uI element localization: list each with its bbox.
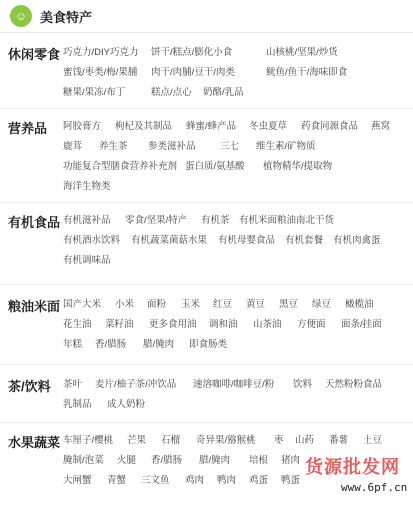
item-row xyxy=(63,432,408,452)
category-link[interactable]: 黄豆 xyxy=(246,299,266,310)
category-link[interactable]: 山核桃/坚果/炒货 xyxy=(266,47,338,58)
category-link[interactable]: 茶叶 xyxy=(63,379,83,390)
category-link[interactable]: 燕窝 xyxy=(371,121,391,132)
category-link[interactable]: 国产大米 xyxy=(63,299,102,310)
category-link[interactable]: 玉米 xyxy=(181,299,201,310)
category-link[interactable]: 巧克力/DIY巧克力 xyxy=(63,47,139,58)
category-link[interactable]: 鸡蛋 xyxy=(249,475,269,486)
category-link[interactable]: 腌制/泡菜 xyxy=(63,455,104,466)
category-link[interactable]: 有机酒水饮料 xyxy=(63,235,121,246)
category-link[interactable]: 鱿鱼/鱼干/海味即食 xyxy=(266,67,348,78)
category-link[interactable]: 维生素/矿物质 xyxy=(256,141,316,152)
item-row xyxy=(63,296,408,316)
category-link[interactable]: 有机套餐 xyxy=(285,235,324,246)
category-title[interactable]: 营养品 xyxy=(8,121,48,136)
category-divider xyxy=(0,108,413,109)
section-header xyxy=(0,0,413,32)
category-link[interactable]: 功能复合型膳食营养补充剂 xyxy=(63,161,178,172)
category-link[interactable]: 药食同源食品 xyxy=(301,121,359,132)
category-link[interactable]: 红豆 xyxy=(213,299,233,310)
item-row xyxy=(63,252,408,272)
category-link[interactable]: 花生油 xyxy=(63,319,92,330)
category-divider xyxy=(0,422,413,423)
category-link[interactable]: 参类滋补品 xyxy=(148,141,196,152)
category-link[interactable]: 芒果 xyxy=(127,435,147,446)
category-link[interactable]: 有机米面粮油南北干货 xyxy=(239,215,335,226)
category-link[interactable]: 蜂蜜/蜂产品 xyxy=(186,121,237,132)
category-link[interactable]: 三七 xyxy=(220,141,240,152)
category-divider xyxy=(0,364,413,365)
category-link[interactable]: 火腿 xyxy=(117,455,137,466)
category-link[interactable]: 奇异果/猕猴桃 xyxy=(196,435,256,446)
category-link[interactable]: 有机茶 xyxy=(201,215,230,226)
header-divider xyxy=(0,32,413,33)
category-link[interactable]: 面条/挂面 xyxy=(341,319,382,330)
category-link[interactable]: 年糕 xyxy=(63,339,83,350)
category-link[interactable]: 饮料 xyxy=(293,379,313,390)
category-link[interactable]: 枣 xyxy=(274,435,284,446)
food-icon: ☺ xyxy=(10,5,32,27)
category-link[interactable]: 肉干/肉脯/豆干/肉类 xyxy=(151,67,235,78)
category-link[interactable]: 调和油 xyxy=(209,319,238,330)
category-title[interactable]: 休闲零食 xyxy=(8,47,61,62)
category-link[interactable]: 有机母婴食品 xyxy=(218,235,276,246)
category-link[interactable]: 绿豆 xyxy=(312,299,332,310)
category-link[interactable]: 零食/坚果/特产 xyxy=(125,215,188,226)
item-row xyxy=(63,452,408,472)
category-items xyxy=(63,118,408,198)
category-link[interactable]: 养生茶 xyxy=(99,141,128,152)
item-row xyxy=(63,376,408,396)
watermark-logo-text: 货源批发网 xyxy=(305,457,400,478)
category-link[interactable]: 乳制品 xyxy=(63,399,92,410)
category-items xyxy=(63,296,408,356)
category-link[interactable]: 糖果/果冻/布丁 xyxy=(63,87,126,98)
category-link[interactable]: 小米 xyxy=(115,299,135,310)
category-link[interactable]: 即食肠类 xyxy=(189,339,228,350)
category-link[interactable]: 有机调味品 xyxy=(63,255,111,266)
category-items xyxy=(63,432,408,492)
category-link[interactable]: 阿胶膏方 xyxy=(63,121,102,132)
item-row xyxy=(63,64,408,84)
item-row xyxy=(63,158,408,178)
category-divider xyxy=(0,284,413,285)
category-link[interactable]: 有机肉禽蛋 xyxy=(333,235,381,246)
item-row xyxy=(63,472,408,492)
item-row xyxy=(63,138,408,158)
category-items xyxy=(63,44,408,104)
item-row xyxy=(63,178,408,198)
category-link[interactable]: 番薯 xyxy=(329,435,349,446)
item-row xyxy=(63,316,408,336)
category-items xyxy=(63,212,408,272)
category-title[interactable]: 有机食品 xyxy=(8,215,61,230)
category-items xyxy=(63,376,408,416)
category-link[interactable]: 车厘子/樱桃 xyxy=(63,435,114,446)
category-title[interactable]: 水果蔬菜 xyxy=(8,435,61,450)
category-link[interactable]: 有机滋补品 xyxy=(63,215,111,226)
category-link[interactable]: 蛋白质/氨基酸 xyxy=(185,161,245,172)
item-row xyxy=(63,118,408,138)
category-link[interactable]: 三文鱼 xyxy=(141,475,170,486)
category-link[interactable]: 腊/腌肉 xyxy=(143,339,175,350)
watermark-url: www.6pf.cn xyxy=(341,481,408,494)
category-link[interactable]: 成人奶粉 xyxy=(107,399,146,410)
category-link[interactable]: 有机蔬菜菌菇水果 xyxy=(131,235,208,246)
item-row xyxy=(63,44,408,64)
category-link[interactable]: 菜籽油 xyxy=(105,319,134,330)
category-link[interactable]: 饼干/糕点/膨化小食 xyxy=(151,47,233,58)
category-link[interactable]: 方便面 xyxy=(297,319,326,330)
category-link[interactable]: 大闸蟹 xyxy=(63,475,92,486)
item-row xyxy=(63,84,408,104)
category-link[interactable]: 鹿茸 xyxy=(63,141,83,152)
category-link[interactable]: 黑豆 xyxy=(279,299,299,310)
category-link[interactable]: 橄榄油 xyxy=(345,299,374,310)
category-link[interactable]: 土豆 xyxy=(363,435,383,446)
item-row xyxy=(63,396,408,416)
category-link[interactable]: 海洋生物类 xyxy=(63,181,111,192)
category-link[interactable]: 速溶咖啡/咖啡豆/粉 xyxy=(193,379,275,390)
category-link[interactable]: 植物精华/提取物 xyxy=(263,161,333,172)
category-link[interactable]: 猪肉 xyxy=(281,455,301,466)
item-row xyxy=(63,212,408,232)
category-link[interactable]: 枸杞及其制品 xyxy=(115,121,173,132)
category-link[interactable]: 山药 xyxy=(295,435,315,446)
category-link[interactable]: 香/腊肠 xyxy=(95,339,127,350)
category-divider xyxy=(0,202,413,203)
category-title[interactable]: 茶/饮料 xyxy=(8,379,51,394)
category-link[interactable]: 石榴 xyxy=(161,435,181,446)
category-link[interactable]: 青蟹 xyxy=(107,475,127,486)
item-row xyxy=(63,336,408,356)
category-link[interactable]: 鸭蛋 xyxy=(281,475,301,486)
category-link[interactable]: 鸭肉 xyxy=(217,475,237,486)
category-link[interactable]: 麦片/柚子茶/冲饮品 xyxy=(95,379,177,390)
category-link[interactable]: 鸡肉 xyxy=(185,475,205,486)
section-title: 美食特产 xyxy=(40,9,93,25)
category-link[interactable]: 山茶油 xyxy=(253,319,282,330)
category-link[interactable]: 糕点/点心 xyxy=(151,87,192,98)
category-link[interactable]: 冬虫夏草 xyxy=(249,121,288,132)
category-link[interactable]: 腊/腌肉 xyxy=(199,455,231,466)
category-link[interactable]: 更多食用油 xyxy=(149,319,197,330)
category-link[interactable]: 面粉 xyxy=(147,299,167,310)
category-link[interactable]: 香/腊肠 xyxy=(151,455,183,466)
category-link[interactable]: 天然粉粉食品 xyxy=(325,379,383,390)
category-link[interactable]: 培根 xyxy=(249,455,269,466)
category-link[interactable]: 蜜饯/枣类/梅/果脯 xyxy=(63,67,138,78)
category-link[interactable]: 奶酪/乳品 xyxy=(203,87,244,98)
item-row xyxy=(63,232,408,252)
category-title[interactable]: 粮油米面 xyxy=(8,299,61,314)
